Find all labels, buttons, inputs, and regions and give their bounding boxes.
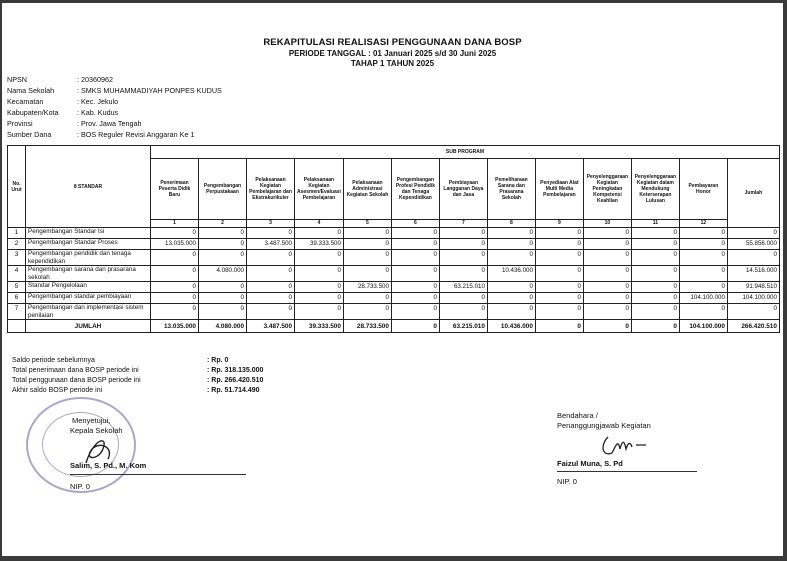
amount-cell: 0 [151,228,199,239]
amount-cell: 10.436.000 [487,266,535,282]
amount-cell: 0 [295,266,344,282]
signature-line [70,474,246,475]
program-index: 5 [343,220,391,228]
table-row [8,266,780,282]
row-total-cell: 104.100.000 [727,293,779,304]
amount-cell: 0 [391,250,439,266]
amount-cell: 39.333.500 [295,239,344,250]
treasurer-subtitle: Penanggungjawab Kegiatan [557,421,651,430]
treasurer-nip: NIP. 0 [557,477,577,486]
row-total-cell: 0 [727,250,779,266]
standar-name: Pengembangan standar pembiayaan [26,293,151,304]
program-header: Penyelenggaraan Kegiatan Peningkatan Kompetensi Keahlian [583,159,631,220]
row-number: 2 [8,239,26,250]
summary-row: Total penerimaan dana BOSP periode ini : Rp. 318.135.000 [12,367,264,374]
amount-cell: 0 [343,250,391,266]
amount-cell: 0 [439,250,487,266]
amount-cell: 0 [247,282,295,293]
amount-cell: 0 [487,239,535,250]
amount-cell: 0 [391,304,439,320]
program-index: 4 [295,220,344,228]
amount-cell: 0 [199,228,247,239]
amount-cell: 0 [343,293,391,304]
amount-cell: 0 [631,250,679,266]
total-amount-cell: 13.035.000 [151,320,199,333]
sub-program-header: SUB PROGRAM [151,146,780,159]
program-index: 2 [199,220,247,228]
total-amount-cell: 0 [391,320,439,333]
amount-cell: 0 [439,239,487,250]
amount-cell: 0 [583,228,631,239]
amount-cell: 0 [535,282,583,293]
amount-cell: 0 [391,228,439,239]
row-number: 4 [8,266,26,282]
info-row: Kecamatan : Kec. Jekulo [7,97,119,106]
amount-cell: 0 [631,304,679,320]
amount-cell: 0 [295,228,344,239]
amount-cell: 0 [535,293,583,304]
amount-cell: 0 [391,266,439,282]
row-number: 7 [8,304,26,320]
amount-cell: 0 [247,228,295,239]
program-header: Pelaksanaan Kegiatan Asesmen/Evaluasi Pembelajaran [295,159,344,220]
standar-name: Pengembangan Standar Proses [26,239,151,250]
row-total-cell: 55.856.000 [727,239,779,250]
treasurer-signature [598,433,650,459]
report-stage: TAHAP 1 TAHUN 2025 [350,59,435,68]
program-header: Penyediaan Alat Multi Media Pembelajaran [535,159,583,220]
col-jumlah-header: Jumlah [727,159,779,228]
table-row [8,304,780,320]
amount-cell: 0 [295,304,344,320]
amount-cell: 0 [247,250,295,266]
row-number: 5 [8,282,26,293]
amount-cell: 0 [439,293,487,304]
amount-cell: 0 [487,282,535,293]
total-amount-cell: 39.333.500 [295,320,344,333]
total-label: JUMLAH [26,320,151,333]
program-index: 9 [535,220,583,228]
amount-cell: 0 [247,304,295,320]
total-amount-cell: 0 [535,320,583,333]
report-title: REKAPITULASI REALISASI PENGGUNAAN DANA BOSP [263,37,522,48]
program-index: 8 [487,220,535,228]
row-number: 1 [8,228,26,239]
standar-name: Pengembangan sarana dan prasarana sekolah [26,266,151,282]
amount-cell: 0 [535,266,583,282]
program-header: Pengembangan Profesi Pendidik dan Tenaga Kependidikan [391,159,439,220]
amount-cell: 0 [295,293,344,304]
amount-cell: 0 [295,250,344,266]
treasurer-title: Bendahara / [557,411,598,420]
amount-cell: 0 [487,228,535,239]
amount-cell: 0 [535,250,583,266]
info-row: Sumber Dana : BOS Reguler Revisi Anggaran Ke 1 [7,130,195,139]
headmaster-nip: NIP. 0 [70,482,90,491]
row-total-cell: 0 [727,228,779,239]
amount-cell: 0 [679,250,727,266]
amount-cell: 0 [199,304,247,320]
treasurer-name: Faizul Muna, S. Pd [557,459,623,468]
total-amount-cell: 63.215.010 [439,320,487,333]
amount-cell: 0 [679,239,727,250]
amount-cell: 0 [151,250,199,266]
table-row [8,293,780,304]
table-row [8,250,780,266]
amount-cell: 0 [631,239,679,250]
program-header: Pelaksanaan Administrasi Kegiatan Sekolah [343,159,391,220]
amount-cell: 0 [151,282,199,293]
row-number: 3 [8,250,26,266]
amount-cell: 0 [199,250,247,266]
headmaster-name: Salim, S. Pd., M. Kom [70,461,147,470]
col-standar-header: 8 STANDAR [26,146,151,228]
amount-cell: 0 [487,293,535,304]
program-index: 11 [631,220,679,228]
program-index: 1 [151,220,199,228]
signature-line [557,471,697,472]
amount-cell: 0 [343,304,391,320]
info-row: Provinsi : Prov. Jawa Tengah [7,119,142,128]
total-amount-cell: 3.487.500 [247,320,295,333]
standar-name: Pengembangan Standar Isi [26,228,151,239]
amount-cell: 0 [631,266,679,282]
school-info [7,74,222,140]
row-total-cell: 0 [727,304,779,320]
standar-name: Standar Pengelolaan [26,282,151,293]
amount-cell: 0 [679,266,727,282]
program-index: 7 [439,220,487,228]
amount-cell: 0 [439,266,487,282]
amount-cell: 0 [631,282,679,293]
total-row [8,320,780,333]
total-amount-cell: 0 [631,320,679,333]
program-header: Penerimaan Peserta Didik Baru [151,159,199,220]
amount-cell: 0 [583,304,631,320]
amount-cell: 0 [679,304,727,320]
program-header: Pengembangan Perpustakaan [199,159,247,220]
amount-cell: 13.035.000 [151,239,199,250]
grand-total-cell: 266.420.510 [727,320,779,333]
amount-cell: 0 [583,239,631,250]
total-amount-cell: 4.080.000 [199,320,247,333]
table-row [8,282,780,293]
amount-cell: 0 [391,293,439,304]
program-index: 3 [247,220,295,228]
amount-cell: 0 [631,293,679,304]
col-no-header: No. Urut [8,146,26,228]
program-index: 12 [679,220,727,228]
row-total-cell: 14.516.000 [727,266,779,282]
total-amount-cell: 28.733.500 [343,320,391,333]
amount-cell: 0 [151,304,199,320]
program-header: Pembayaran Honor [679,159,727,220]
amount-cell: 0 [343,266,391,282]
treasurer-signature-block [557,411,651,486]
amount-cell: 0 [583,293,631,304]
summary-row: Saldo periode sebelumnya : Rp. 0 [12,357,229,364]
amount-cell: 104.100.000 [679,293,727,304]
summary-row: Akhir saldo BOSP periode ini : Rp. 51.714.490 [12,387,260,394]
amount-cell: 0 [583,266,631,282]
standar-name: Pengembangan dan implementasi sistem penilaian [26,304,151,320]
summary-row: Total penggunaan dana BOSP periode ini : Rp. 266.420.510 [12,377,264,384]
amount-cell: 0 [439,304,487,320]
document-page [2,3,783,556]
amount-cell: 0 [583,282,631,293]
amount-cell: 0 [343,239,391,250]
budget-summary [12,356,263,396]
amount-cell: 0 [631,228,679,239]
amount-cell: 0 [487,304,535,320]
amount-cell: 0 [535,239,583,250]
amount-cell: 0 [295,282,344,293]
report-period: PERIODE TANGGAL : 01 Januari 2025 s/d 30 Juni 2025 [288,49,497,58]
total-amount-cell: 10.436.000 [487,320,535,333]
amount-cell: 0 [199,293,247,304]
program-header: Penyelenggaraan Kegiatan dalam Mendukung Keterserapan Lulusan [631,159,679,220]
amount-cell: 0 [487,250,535,266]
amount-cell: 0 [151,266,199,282]
program-header: Pembiayaan Langganan Daya dan Jasa [439,159,487,220]
recap-table [7,145,780,333]
table-row [8,228,780,239]
table-row [8,239,780,250]
amount-cell: 0 [535,304,583,320]
program-index: 6 [391,220,439,228]
amount-cell: 0 [151,293,199,304]
amount-cell: 0 [439,228,487,239]
amount-cell: 0 [583,250,631,266]
info-row: Kabupaten/Kota : Kab. Kudus [7,108,119,117]
program-index: 10 [583,220,631,228]
amount-cell: 4.080.000 [199,266,247,282]
total-amount-cell: 104.100.000 [679,320,727,333]
total-amount-cell: 0 [583,320,631,333]
standar-name: Pengembangan pendidik dan tenaga kependidikan [26,250,151,266]
info-row: NPSN : 20360962 [7,75,113,84]
amount-cell: 0 [199,239,247,250]
amount-cell: 0 [247,293,295,304]
amount-cell: 0 [247,266,295,282]
info-row: Nama Sekolah : SMKS MUHAMMADIYAH PONPES KUDUS [7,86,222,95]
amount-cell: 0 [679,228,727,239]
amount-cell: 0 [199,282,247,293]
program-header: Pemeliharaan Sarana dan Prasarana Sekolah [487,159,535,220]
amount-cell: 0 [391,239,439,250]
amount-cell: 0 [391,282,439,293]
amount-cell: 3.487.500 [247,239,295,250]
headmaster-title: Kepala Sekolah [70,426,123,435]
amount-cell: 63.215.010 [439,282,487,293]
amount-cell: 0 [343,228,391,239]
row-total-cell: 91.948.510 [727,282,779,293]
program-header: Pelaksanaan Kegiatan Pembelajaran dan Ekstrakurikuler [247,159,295,220]
amount-cell: 0 [679,282,727,293]
row-number: 6 [8,293,26,304]
approval-label: Menyetujui, [72,416,111,425]
amount-cell: 0 [535,228,583,239]
amount-cell: 28.733.500 [343,282,391,293]
